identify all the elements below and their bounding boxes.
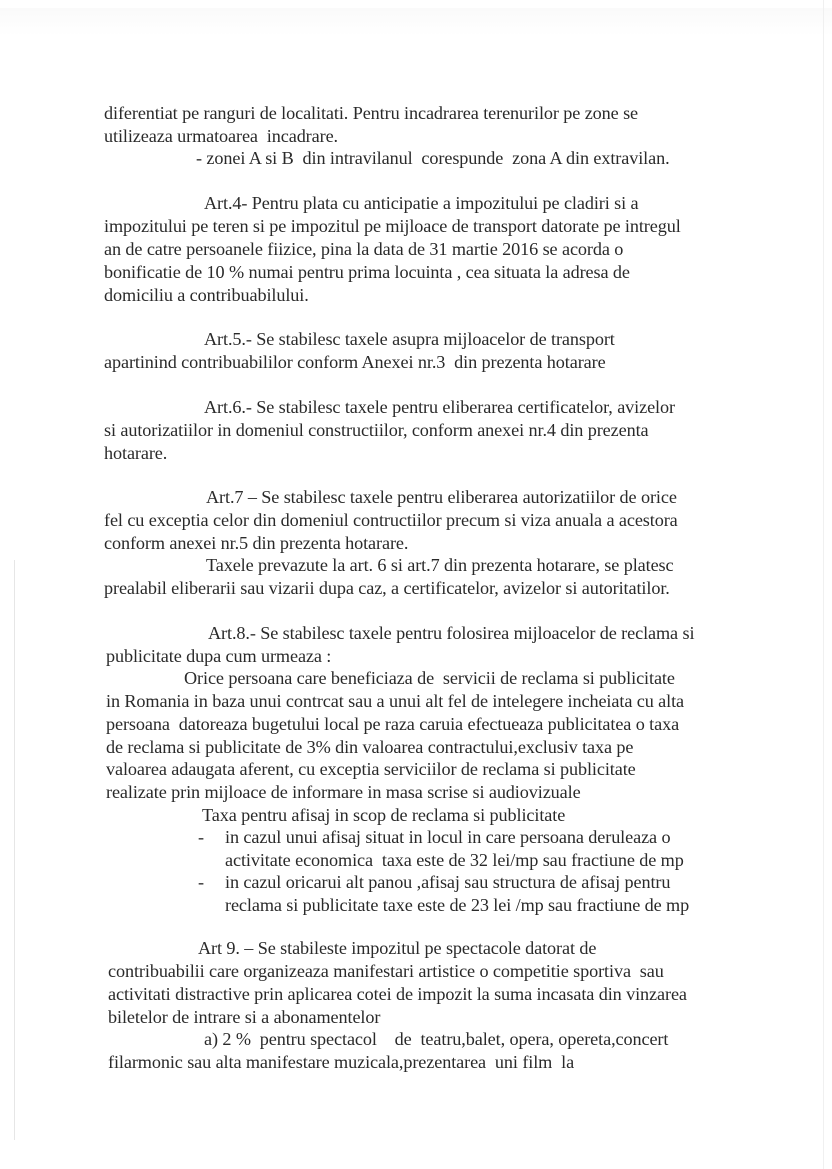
text-line: persoana datoreaza bugetului local pe raza caruia efectueaza publicitatea o taxa	[106, 714, 680, 734]
text-line: activitati distractive prin aplicarea cotei de impozit la suma incasata din vinzarea	[108, 984, 687, 1004]
text-line: a) 2 % pentru spectacol de teatru,balet, opera, opereta,concert	[204, 1029, 669, 1049]
text-line: biletelor de intrare si a abonamentelor	[108, 1007, 381, 1027]
text-line: in Romania in baza unui contrcat sau a unui alt fel de intelegere incheiata cu alta	[106, 691, 684, 711]
list-item: activitate economica taxa este de 32 lei/mp sau fractiune de mp	[225, 850, 684, 870]
text-line: an de catre persoanele fiizice, pina la data de 31 martie 2016 se acorda o	[104, 239, 624, 259]
scan-edge	[14, 560, 15, 1140]
list-bullet: -	[198, 872, 204, 892]
scan-edge	[823, 0, 824, 1169]
text-line: filarmonic sau alta manifestare muzicala,prezentarea uni film la	[108, 1052, 575, 1072]
text-line: de reclama si publicitate de 3% din valoarea contractului,exclusiv taxa pe	[106, 737, 634, 757]
text-line: publicitate dupa cum urmeaza :	[106, 646, 332, 666]
text-line: utilizeaza urmatoarea incadrare.	[104, 126, 338, 146]
text-line: Taxele prevazute la art. 6 si art.7 din prezenta hotarare, se platesc	[206, 555, 674, 575]
text-line: apartinind contribuabililor conform Anexei nr.3 din prezenta hotarare	[104, 352, 606, 372]
text-line: impozitului pe teren si pe impozitul pe mijloace de transport datorate pe intregul	[104, 216, 681, 236]
article-6-heading: Art.6.- Se stabilesc taxele pentru eliberarea certificatelor, avizelor	[204, 397, 675, 417]
article-7-heading: Art.7 – Se stabilesc taxele pentru eliberarea autorizatiilor de orice	[206, 487, 677, 507]
text-line: contribuabilii care organizeaza manifestari artistice o competitie sportiva sau	[108, 961, 664, 981]
list-item: in cazul oricarui alt panou ,afisaj sau structura de afisaj pentru	[225, 872, 671, 892]
text-line: fel cu exceptia celor din domeniul contructiilor precum si viza anuala a acestora	[104, 510, 678, 530]
text-line: Taxa pentru afisaj in scop de reclama si publicitate	[202, 805, 566, 825]
article-5-heading: Art.5.- Se stabilesc taxele asupra mijloacelor de transport	[204, 329, 615, 349]
article-8-heading: Art.8.- Se stabilesc taxele pentru folosirea mijloacelor de reclama si	[208, 623, 695, 643]
article-9-heading: Art 9. – Se stabileste impozitul pe spectacole datorat de	[198, 938, 597, 958]
text-line: valoarea adaugata aferent, cu exceptia serviciilor de reclama si publicitate	[106, 759, 636, 779]
text-line: diferentiat pe ranguri de localitati. Pentru incadrarea terenurilor pe zone se	[104, 103, 639, 123]
text-line: conform anexei nr.5 din prezenta hotarare.	[104, 533, 409, 553]
text-line: prealabil eliberarii sau vizarii dupa caz, a certificatelor, avizelor si autoritatilor.	[104, 578, 670, 598]
list-item: in cazul unui afisaj situat in locul in care persoana deruleaza o	[225, 827, 671, 847]
text-line: hotarare.	[104, 443, 168, 463]
text-line: realizate prin mijloace de informare in masa scrise si audiovizuale	[106, 782, 581, 802]
list-item: reclama si publicitate taxe este de 23 lei /mp sau fractiune de mp	[225, 895, 690, 915]
text-line: bonificatie de 10 % numai pentru prima locuinta , cea situata la adresa de	[104, 262, 630, 282]
text-line: domiciliu a contribuabilului.	[104, 285, 309, 305]
text-line: - zonei A si B din intravilanul corespunde zona A din extravilan.	[196, 148, 670, 168]
text-line: Orice persoana care beneficiaza de servicii de reclama si publicitate	[184, 668, 675, 688]
article-4-heading: Art.4- Pentru plata cu anticipatie a impozitului pe cladiri si a	[204, 193, 639, 213]
scan-noise	[0, 8, 832, 36]
text-line: si autorizatiilor in domeniul constructiilor, conform anexei nr.4 din prezenta	[104, 420, 649, 440]
list-bullet: -	[198, 827, 204, 847]
